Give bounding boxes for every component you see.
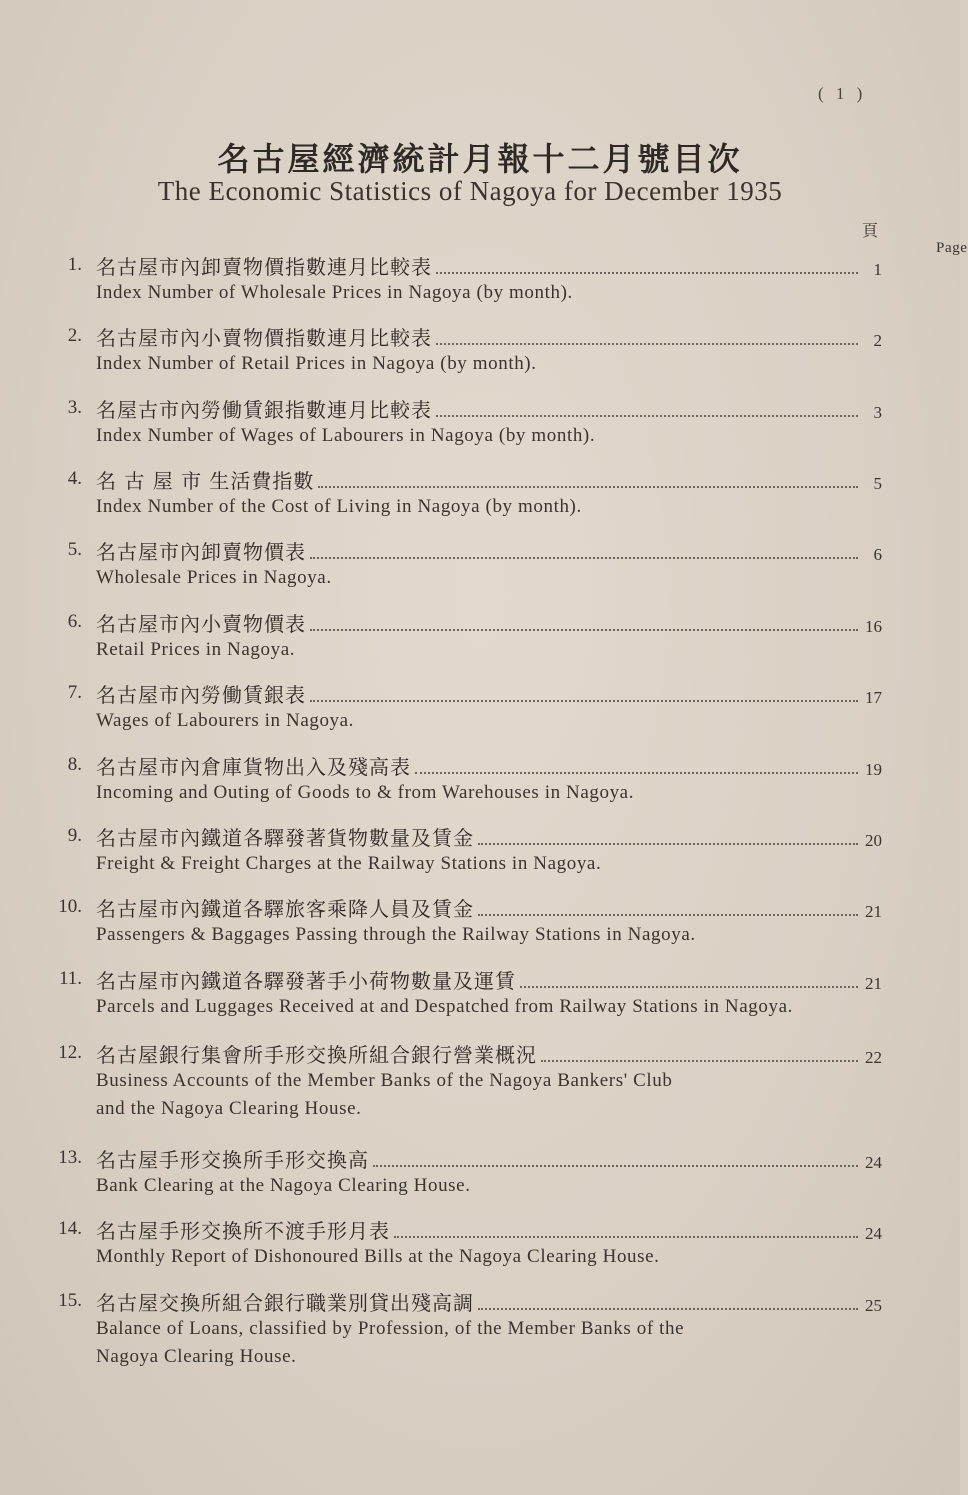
entry-page-number: 20 bbox=[865, 831, 882, 850]
dot-leader bbox=[310, 699, 858, 702]
entry-title-japanese: 名古屋市內小賣物價指數連月比較表 bbox=[96, 326, 432, 350]
dot-leader bbox=[520, 985, 858, 988]
dot-leader bbox=[478, 1307, 858, 1310]
entry-title-japanese: 名古屋手形交換所不渡手形月表 bbox=[96, 1219, 390, 1243]
entry-title-line bbox=[96, 1288, 882, 1316]
entry-page-number: 2 bbox=[873, 331, 882, 350]
entry-title-english: Index Number of Wages of Labourers in Nagoya (by month). bbox=[96, 425, 596, 446]
entry-page-number: 3 bbox=[873, 403, 882, 422]
title-english: The Economic Statistics of Nagoya for December 1935 bbox=[157, 176, 783, 206]
entry-page-number: 5 bbox=[873, 474, 882, 493]
entry-title-line bbox=[96, 752, 882, 780]
page-header-japanese: 頁 bbox=[861, 221, 878, 240]
entry-title-english: Bank Clearing at the Nagoya Clearing House. bbox=[96, 1175, 471, 1196]
entry-title-japanese: 名屋古市內勞働賃銀指數連月比較表 bbox=[96, 398, 432, 422]
entry-title-english: Wholesale Prices in Nagoya. bbox=[96, 567, 332, 588]
entry-title-english: Monthly Report of Dishonoured Bills at the Nagoya Clearing House. bbox=[96, 1246, 660, 1267]
entry-title-japanese: 名古屋市內鐵道各驛發著手小荷物數量及運賃 bbox=[96, 969, 516, 993]
entry-title-japanese: 名古屋市內卸賣物價表 bbox=[96, 540, 306, 564]
dot-leader bbox=[318, 485, 858, 488]
entry-title-line bbox=[96, 1216, 882, 1244]
entry-number: 10. bbox=[58, 896, 82, 917]
entry-title-line bbox=[96, 680, 882, 708]
entry-number: 9. bbox=[67, 825, 82, 846]
entry-title-english: Incoming and Outing of Goods to & from Warehouses in Nagoya. bbox=[96, 782, 635, 803]
dot-leader bbox=[394, 1235, 858, 1238]
entry-title-line bbox=[96, 609, 882, 637]
entry-page-number: 24 bbox=[865, 1224, 882, 1243]
entry-title-english: and the Nagoya Clearing House. bbox=[96, 1098, 362, 1119]
entry-number: 15. bbox=[58, 1290, 82, 1311]
entry-title-english: Wages of Labourers in Nagoya. bbox=[96, 710, 355, 731]
entry-title-japanese: 名古屋手形交換所手形交換高 bbox=[96, 1148, 369, 1172]
entry-page-number: 24 bbox=[865, 1153, 882, 1172]
title-japanese: 名古屋經濟統計月報十二月號目次 bbox=[217, 140, 743, 178]
entry-number: 4. bbox=[67, 468, 82, 489]
entry-title-japanese: 名古屋銀行集會所手形交換所組合銀行營業概況 bbox=[96, 1043, 537, 1067]
entry-title-english: Retail Prices in Nagoya. bbox=[96, 639, 296, 660]
dot-leader bbox=[310, 556, 858, 559]
entry-title-english: Index Number of Retail Prices in Nagoya (by month). bbox=[96, 353, 537, 374]
entry-page-number: 19 bbox=[865, 760, 882, 779]
dot-leader bbox=[373, 1164, 858, 1167]
entry-page-number: 6 bbox=[873, 545, 882, 564]
entry-title-line bbox=[96, 537, 882, 565]
dot-leader bbox=[436, 271, 858, 274]
entry-page-number: 22 bbox=[865, 1048, 882, 1067]
entry-number: 1. bbox=[67, 254, 82, 275]
entry-title-english: Business Accounts of the Member Banks of the Nagoya Bankers' Club bbox=[96, 1070, 673, 1091]
entry-page-number: 25 bbox=[865, 1296, 882, 1315]
entry-title-english: Nagoya Clearing House. bbox=[96, 1346, 297, 1367]
page-number: ( 1 ) bbox=[818, 84, 867, 103]
entry-title-english: Freight & Freight Charges at the Railway Stations in Nagoya. bbox=[96, 853, 602, 874]
entry-number: 13. bbox=[58, 1147, 82, 1168]
entry-title-japanese: 名古屋市內小賣物價表 bbox=[96, 612, 306, 636]
entry-page-number: 17 bbox=[865, 688, 882, 707]
entry-number: 11. bbox=[58, 968, 82, 989]
entry-title-japanese: 名古屋市內勞働賃銀表 bbox=[96, 683, 306, 707]
dot-leader bbox=[541, 1059, 858, 1062]
entry-page-number: 21 bbox=[865, 974, 882, 993]
page-header-english: Page bbox=[936, 239, 968, 256]
dot-leader bbox=[478, 842, 858, 845]
entry-title-english: Parcels and Luggages Received at and Despatched from Railway Stations in Nagoya. bbox=[96, 996, 793, 1017]
entry-title-english: Balance of Loans, classified by Profession, of the Member Banks of the bbox=[96, 1318, 685, 1339]
entry-title-japanese: 名 古 屋 市 生活費指數 bbox=[96, 469, 315, 493]
page-column-header bbox=[840, 221, 968, 256]
entry-title-japanese: 名古屋市內倉庫貨物出入及殘高表 bbox=[96, 755, 411, 779]
entry-number: 6. bbox=[67, 611, 82, 632]
entry-title-japanese: 名古屋市內鐵道各驛旅客乘降人員及賃金 bbox=[96, 897, 474, 921]
entry-number: 7. bbox=[67, 682, 82, 703]
entry-number: 3. bbox=[67, 397, 82, 418]
entry-title-japanese: 名古屋市內卸賣物價指數連月比較表 bbox=[96, 255, 432, 279]
entry-title-line bbox=[96, 1040, 882, 1068]
dot-leader bbox=[478, 913, 858, 916]
dot-leader bbox=[436, 342, 858, 345]
dot-leader bbox=[436, 414, 858, 417]
entry-title-line bbox=[96, 966, 882, 994]
entry-number: 14. bbox=[58, 1218, 82, 1239]
entry-title-english: Index Number of the Cost of Living in Nagoya (by month). bbox=[96, 496, 582, 517]
entry-title-line bbox=[96, 466, 882, 494]
entry-title-japanese: 名古屋交換所組合銀行職業別貸出殘高調 bbox=[96, 1291, 474, 1315]
entry-title-line bbox=[96, 252, 882, 280]
entry-number: 2. bbox=[67, 325, 82, 346]
dot-leader bbox=[310, 628, 858, 631]
entry-page-number: 21 bbox=[865, 902, 882, 921]
entry-number: 8. bbox=[67, 754, 82, 775]
dot-leader bbox=[415, 771, 858, 774]
entry-title-line bbox=[96, 395, 882, 423]
entry-page-number: 1 bbox=[873, 260, 882, 279]
entry-title-line bbox=[96, 894, 882, 922]
entry-title-line bbox=[96, 323, 882, 351]
entry-number: 12. bbox=[58, 1042, 82, 1063]
entry-title-line bbox=[96, 1145, 882, 1173]
entry-page-number: 16 bbox=[865, 617, 882, 636]
entry-number: 5. bbox=[67, 539, 82, 560]
entry-title-japanese: 名古屋市內鐵道各驛發著貨物數量及賃金 bbox=[96, 826, 474, 850]
entry-title-english: Passengers & Baggages Passing through the Railway Stations in Nagoya. bbox=[96, 924, 696, 945]
entry-title-line bbox=[96, 823, 882, 851]
entry-title-english: Index Number of Wholesale Prices in Nagoya (by month). bbox=[96, 282, 573, 303]
